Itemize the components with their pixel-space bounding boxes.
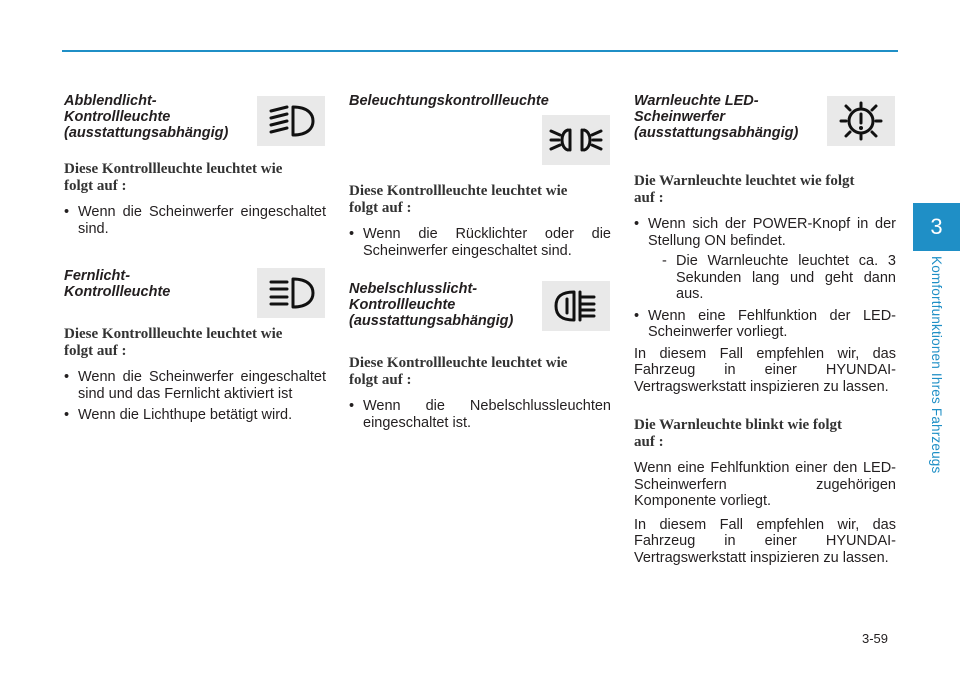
bullet-list: [349, 226, 611, 259]
subtitle-line: auf :: [634, 434, 664, 450]
section-subtitle: [634, 417, 896, 451]
bullet-dot: •: [64, 369, 70, 385]
header-rule: [62, 50, 898, 52]
title-line: Warnleuchte LED-: [634, 93, 759, 109]
section-subtitle: [634, 173, 896, 207]
bullet-dot: •: [634, 216, 640, 232]
title-line: Beleuchtungskontrollleuchte: [349, 93, 549, 109]
section-subtitle: [64, 161, 326, 195]
list-item: [64, 369, 326, 402]
list-item-text: Wenn eine Fehlfunktion der LED-Scheinwerfer vorliegt.: [648, 307, 896, 340]
subtitle-line: Die Warnleuchte blinkt wie folgt: [634, 417, 843, 433]
bullet-dot: •: [64, 407, 70, 423]
section-led-warning: [634, 93, 896, 566]
led-headlamp-warning-icon: [827, 96, 895, 146]
subtitle-line: Diese Kontrollleuchte leuchtet wie: [349, 355, 568, 371]
list-item: [349, 398, 611, 431]
page-number: 3-59: [862, 631, 889, 646]
list-item-text: Wenn sich der POWER-Knopf in der Stellung ON befindet.: [648, 216, 896, 249]
title-line: Kontrollleuchte: [64, 284, 171, 300]
list-item-text: Wenn die Scheinwerfer eingeschaltet sind und das Fernlicht aktiviert ist: [78, 369, 326, 402]
title-line: Nebelschlusslicht-: [349, 281, 478, 297]
bullet-dot: •: [634, 307, 640, 324]
title-line: Fernlicht-: [64, 268, 131, 284]
list-item-text: Wenn die Lichthupe betätigt wird.: [78, 407, 293, 423]
subtitle-line: folgt auf :: [64, 178, 127, 194]
section-rear-fog: [349, 281, 611, 436]
list-item: [64, 407, 326, 424]
dash-item: [662, 253, 896, 303]
subtitle-line: Die Warnleuchte leuchtet wie folgt: [634, 173, 855, 189]
rear-fog-light-indicator-icon: [542, 281, 610, 331]
list-item: [634, 216, 896, 303]
section-low-beam: [64, 93, 326, 242]
bullet-list: [634, 216, 896, 341]
list-item-text: Wenn die Nebelschlussleuchten eingeschaltet ist.: [363, 398, 611, 431]
subtitle-line: Diese Kontrollleuchte leuchtet wie: [64, 326, 283, 342]
low-beam-indicator-icon: [257, 96, 325, 146]
bullet-dot: •: [64, 204, 70, 220]
title-line: (ausstattungsabhängig): [634, 125, 799, 141]
paragraph: In diesem Fall empfehlen wir, das Fahrzeug in einer HYUNDAI-Vertragswerkstatt inspizieren zu lassen.: [634, 345, 896, 395]
title-line: Kontrollleuchte: [64, 109, 171, 125]
section-subtitle: [349, 355, 611, 389]
section-tail-lamp: [349, 93, 611, 264]
title-line: Kontrollleuchte: [349, 297, 456, 313]
list-item-text: Wenn die Scheinwerfer eingeschaltet sind.: [78, 204, 326, 237]
bullet-dot: •: [349, 226, 355, 242]
list-item: [349, 226, 611, 259]
tail-lamp-indicator-icon: [542, 115, 610, 165]
section-high-beam: [64, 268, 326, 429]
list-item: [634, 308, 896, 341]
chapter-title: Komfortfunktionen Ihres Fahrzeugs: [929, 256, 944, 474]
dash-mark: -: [662, 253, 667, 269]
chapter-number: 3: [930, 214, 943, 239]
subtitle-line: Diese Kontrollleuchte leuchtet wie: [349, 183, 568, 199]
subtitle-line: folgt auf :: [64, 343, 127, 359]
subtitle-line: auf :: [634, 190, 664, 206]
list-item-text: Wenn die Rücklichter oder die Scheinwerfer eingeschaltet sind.: [363, 226, 611, 259]
section-subtitle: [349, 183, 611, 217]
bullet-dot: •: [349, 398, 355, 414]
paragraph: Wenn eine Fehlfunktion einer den LED-Scheinwerfern zugehörigen Komponente vorliegt.: [634, 460, 896, 509]
title-line: Scheinwerfer: [634, 109, 726, 125]
subtitle-line: folgt auf :: [349, 372, 412, 388]
dash-list: [662, 253, 896, 303]
dash-item-text: Die Warnleuchte leuchtet ca. 3 Sekunden lang und geht dann aus.: [676, 253, 896, 302]
list-item: [64, 204, 326, 237]
paragraph: In diesem Fall empfehlen wir, das Fahrzeug in einer HYUNDAI-Vertragswerkstatt inspizieren zu lassen.: [634, 516, 896, 566]
chapter-tab: [913, 203, 960, 251]
title-line: (ausstattungsabhängig): [64, 125, 229, 141]
bullet-list: [64, 204, 326, 237]
title-line: (ausstattungsabhängig): [349, 313, 514, 329]
bullet-list: [349, 398, 611, 431]
bullet-list: [64, 369, 326, 424]
section-subtitle: [64, 326, 326, 360]
high-beam-indicator-icon: [257, 268, 325, 318]
section-title: [349, 93, 611, 109]
subtitle-line: folgt auf :: [349, 200, 412, 216]
subtitle-line: Diese Kontrollleuchte leuchtet wie: [64, 161, 283, 177]
title-line: Abblendlicht-: [64, 93, 157, 109]
